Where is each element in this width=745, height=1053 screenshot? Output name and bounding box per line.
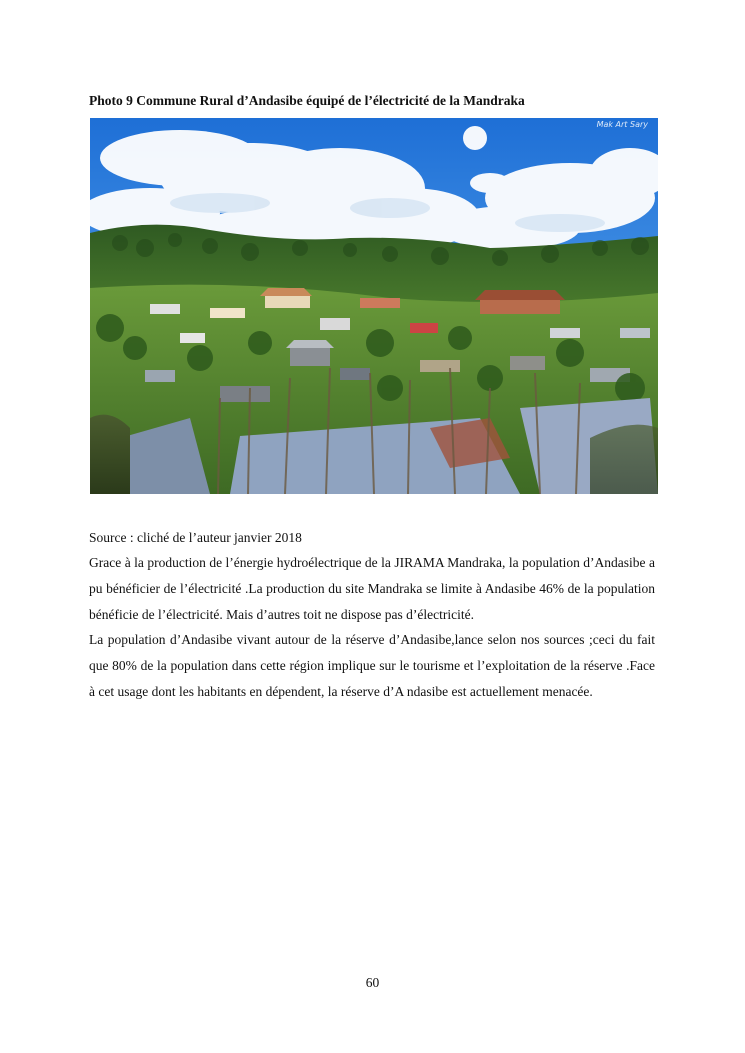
photo-caption: Photo 9 Commune Rural d’Andasibe équipé de l’électricité de la Mandraka <box>89 93 525 108</box>
paragraph: La population d’Andasibe vivant autour de la réserve d’Andasibe,lance selon nos sources ;ceci du fait que 80% de la population dans cette région implique sur le tourisme et l’exploitation de la réserve .Face à cet usage dont les habitants en dépendent, la réserve d’A ndasibe est actuellement menacée. <box>89 632 655 699</box>
photo-source: Source : cliché de l’auteur janvier 2018 <box>89 530 302 545</box>
village-landscape-image <box>90 118 658 494</box>
paragraph: Grace à la production de l’énergie hydroélectrique de la JIRAMA Mandraka, la population d’Andasibe a pu bénéficier de l’électricité .La production du site Mandraka se limite à Andasibe 46% de la population bénéficie de l’électricité. Mais d’autres toit ne dispose pas d’électricité. <box>89 555 655 622</box>
body-text <box>89 550 655 705</box>
page-number: 60 <box>365 975 380 990</box>
photo-watermark: Mak Art Sary <box>596 120 648 129</box>
village-photo <box>90 118 658 494</box>
